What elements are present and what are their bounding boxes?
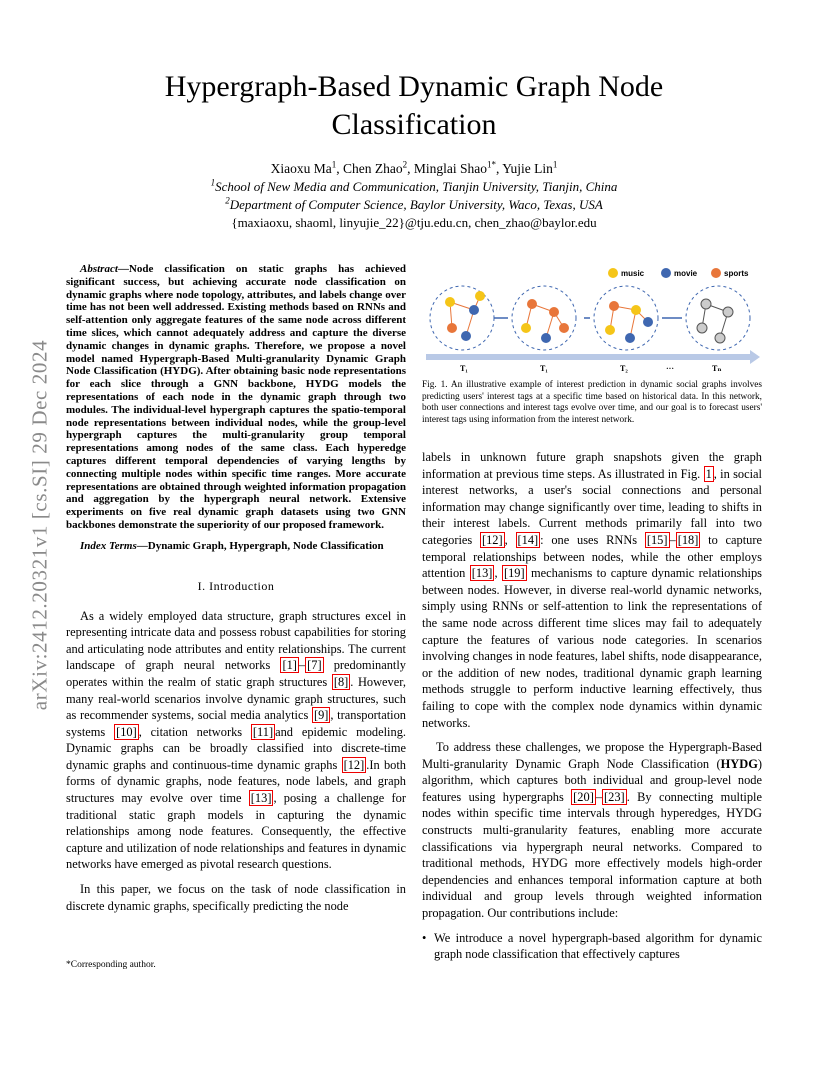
right-paragraph-2: To address these challenges, we propose the Hypergraph-Based Multi-granularity Dynamic Graph Node Classification (HYDG) algorithm, which captures both individual and group-level node features using hypergraphs [20] – [23] . By connecting multiple nodes within specific time intervals through hyperedges, HYDG constructs multi-granularity features, enabling more accurate classifications via hypergraph neural networks. Compared to traditional methods, HYDG more effectively models high-order dependencies and enhances temporal information capture at both individual and group levels through weighted information propagation. Our contributions include:	[422, 740, 762, 921]
left-column	[66, 263, 406, 922]
time-label-n: Tₙ	[712, 364, 722, 373]
section-heading-introduction: I. Introduction	[197, 578, 275, 593]
right-paragraph-1: labels in unknown future graph snapshots given the graph information at previous time steps. As illustrated in Fig. 1 , in social interest networks, a user's social connections and personal information may change significantly over time, leading to shifts in their interest labels. Current methods primarily fall into two categories [12] , [14] : one uses RNNs [15] – [18] to capture temporal relationships between nodes, while the other employs attention [13] , [19] mechanisms to capture dynamic relationships between nodes. However, in diverse real-world dynamic networks, simply using RNNs or self-attention to link the representations of the same node across different time slices may fail to adequately capture the features of various node categories. In scenarios involving changes in node features, label shifts, node disappearance, or the addition of new nodes, traditional dynamic graph learning methods struggle to perform inductive learning effectively, thus failing to cope with the complex node dynamics within dynamic networks.	[422, 450, 763, 730]
legend-sports-dot	[711, 268, 721, 278]
author-block: Xiaoxu Ma$^1$, Chen Zhao$^2$, Minglai Shao$^{1*}$, Yujie Lin$^1$ $^1$School of New Media and Communication, Tianjin University, Tianjin, China $^2$Department of Computer Science, Baylor University, Waco, Texas, USA {maxiaoxu, shaoml, linyujie_22}@tju.edu.cn, chen_zhao@baylor.edu	[100, 160, 728, 232]
intro-paragraph-1: As a widely employed data structure, graph structures excel in representing intricate data and possess robust capabilities for storing and articulating node attributes and entity relationships. The current landscape of graph neural networks [1] – [7] predominantly operates within the realm of static graph structures [8] . However, many real-world scenarios involve dynamic graph structures, such as recommender systems, social media analytics [9] , transportation systems [10] , citation networks [11] and epidemic modeling. Dynamic graphs can be broadly classified into discrete-time dynamic graphs and continuous-time dynamic graphs [12] .In both forms of dynamic graphs, node features, node labels, and graph structures may evolve over time [13] , posing a challenge for traditional static graph models in capturing the dynamic relationships among node features. Consequently, the effective capture and utilization of node relationships and features in dynamic networks have emerged as pivotal research questions.	[66, 608, 407, 872]
legend-movie-dot	[661, 268, 671, 278]
legend-movie: movie	[674, 269, 698, 278]
right-column	[422, 449, 762, 971]
legend-sports: sports	[724, 269, 749, 278]
time-label-1: T₁	[460, 364, 468, 373]
intro-paragraph-2: In this paper, we focus on the task of node classification in discrete dynamic graphs, specifically predicting the node	[66, 882, 406, 913]
timeline-bar	[426, 354, 750, 360]
legend-music: music	[621, 269, 645, 278]
contribution-bullet-1: • We introduce a novel hypergraph-based algorithm for dynamic graph node classification that effectively captures	[422, 930, 762, 963]
author-emails: {maxiaoxu, shaoml, linyujie_22}@tju.edu.cn, chen_zhao@baylor.edu	[231, 215, 597, 230]
legend-music-dot	[608, 268, 618, 278]
index-terms: Index Terms—Dynamic Graph, Hypergraph, Node Classification	[80, 539, 384, 552]
arxiv-stamp: arXiv:2412.20321v1 [cs.SI] 29 Dec 2024	[27, 339, 52, 711]
time-label-2: T₁	[540, 364, 548, 373]
time-label-3: T₂	[620, 364, 628, 373]
abstract: Abstract—Node classification on static graphs has achieved significant success, but achieving accurate node classification on dynamic graphs where node topology, attributes, and labels change over time has not been well addressed. Existing methods based on RNNs and self-attention only aggregate features of the same node across different time slices, which cannot adequately address and capture the diverse dynamic changes in dynamic graphs. Therefore, we propose a novel model named Hypergraph-Based Multi-granularity Dynamic Graph Node Classification (HYDG). After obtaining basic node representations for each slice through a GNN backbone, HYDG models the representations of each node in the dynamic graph through two modules. The individual-level hypergraph captures the spatio-temporal node representations between individual nodes, while the group-level hypergraph captures the multi-granularity group temporal representations among nodes of the same class. Each hyperedge captures different temporal dependencies of varying lengths by connecting multiple nodes within specific time ranges. More accurate representations are obtained through weighted information propagation and aggregation by the hypergraph neural network. Extensive experiments on five real dynamic graph datasets using two GNN backbones demonstrate the superiority of our proposed framework.	[66, 263, 406, 531]
figure-1	[422, 258, 762, 373]
affiliation-1: School of New Media and Communication, Tianjin University, Tianjin, China	[215, 179, 618, 194]
paper-title: Hypergraph-Based Dynamic Graph Node Classification	[164, 70, 664, 141]
author-names: Xiaoxu Ma$^1$, Chen Zhao$^2$, Minglai Shao$^{1*}$, Yujie Lin$^1$	[270, 159, 558, 176]
figure-caption: Fig. 1. An illustrative example of interest prediction in dynamic social graphs involves predicting users' interest tags at a specific time based on historical data. In this network, both user connections and interest tags evolve over time, and our goal is to forecast users' interest tags using information from the interest network.	[422, 380, 762, 425]
affiliation-2: Department of Computer Science, Baylor University, Waco, Texas, USA	[229, 197, 603, 212]
time-label-ellipsis: ···	[666, 364, 675, 373]
footnote: *Corresponding author.	[66, 960, 156, 970]
